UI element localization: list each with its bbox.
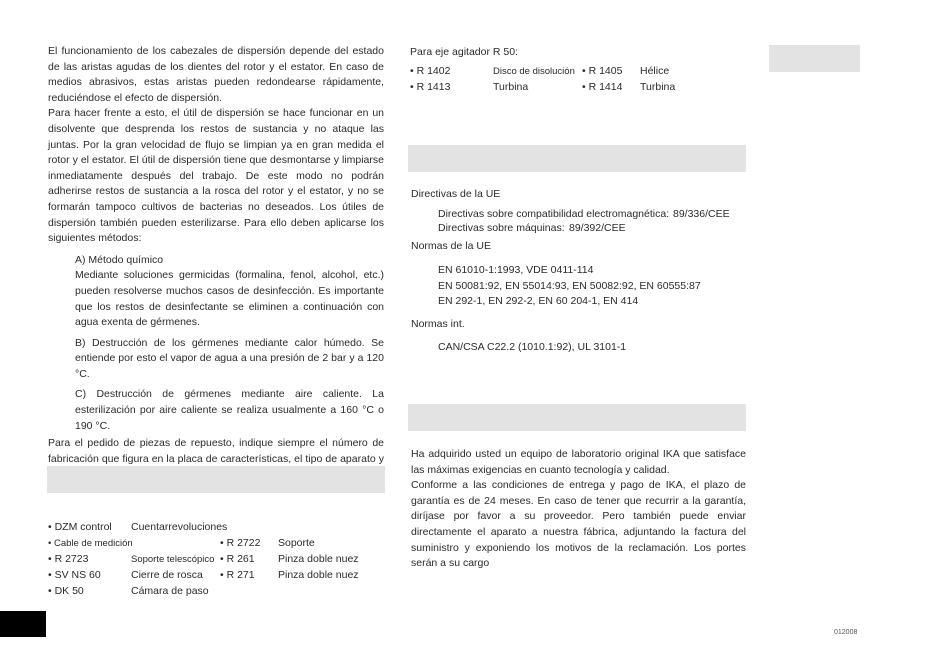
machines-value: 89/392/CEE	[569, 222, 626, 234]
stirrer-title: Para eje agitador R 50:	[410, 46, 518, 58]
accessory-name: Cierre de rosca	[131, 569, 203, 581]
warranty-paragraph-2: Conforme a las condiciones de entrega y pago de IKA, el plazo de garantía es de 24 meses. En caso de tener que recurrir a la garantía, diríjase por favor a su proveedor. Pero también puede enviar directamente el aparato a nuestra fábrica, adjuntando la factura del suministro y exponiendo los motivos de la reclamación. Los portes serán a su cargo	[411, 479, 746, 570]
int-norms-label: Normas int.	[411, 318, 465, 330]
emc-label: Directivas sobre compatibilidad electromagnética:	[438, 208, 670, 220]
eu-norms-label: Normas de la UE	[411, 240, 491, 252]
method-a	[48, 253, 384, 331]
emc-value: 89/336/CEE	[673, 208, 730, 220]
intro-paragraph-2: Para hacer frente a esto, el útil de dispersión se hace funcionar en un disolvente que desprenda los restos de sustancia y no ataque las juntas. Por la gran velocidad de flujo se limpian ya en gran medida el rotor y el estator. El útil de dispersión tiene que desmontarse y limpiarse inmediatamente después del trabajo. De este modo no podrán adherirse restos de sustancia a la rosca del rotor y el estator, y no se formarán tampoco cultivos de bacterias no deseados. Los útiles de dispersión también pueden esterilizarse. Para ello deben aplicarse los siguientes métodos:	[48, 107, 384, 245]
accessory-name: Soporte telescópico	[131, 554, 215, 565]
accessory-code: • SV NS 60	[48, 569, 101, 581]
stirrer-name-right: Turbina	[640, 81, 676, 93]
stirrer-name: Turbina	[493, 81, 529, 93]
int-norms-value: CAN/CSA C22.2 (1010.1:92), UL 3101-1	[438, 341, 627, 353]
method-a-text: Mediante soluciones germicidas (formalina, fenol, alcohol, etc.) pueden resolverse muchos casos de desinfección. Es importante que los restos de desinfectante se eliminen a continuación con agua exenta de gérmenes.	[75, 269, 384, 329]
page-tab	[0, 611, 46, 637]
stirrer-code-right: • R 1405	[582, 65, 623, 77]
stirrer-code: • R 1402	[410, 65, 451, 77]
stirrer-name-right: Hélice	[640, 65, 670, 77]
section-bar-accessories	[47, 466, 385, 493]
section-bar-conformity	[408, 145, 746, 172]
eu-norm-item: EN 61010-1:1993, VDE 0411-114	[438, 264, 594, 276]
accessory-code-right: • R 261	[220, 553, 255, 565]
accessory-name-right: Pinza doble nuez	[278, 569, 359, 581]
stirrer-code: • R 1413	[410, 81, 451, 93]
section-bar-warranty	[408, 404, 746, 431]
accessory-code: • DZM control	[48, 521, 112, 533]
footer-code: 012008	[834, 629, 858, 636]
accessory-code: • Cable de medición	[48, 538, 133, 549]
method-c	[48, 387, 384, 434]
stirrer-code-right: • R 1414	[582, 81, 623, 93]
accessory-name: Cámara de paso	[131, 585, 209, 597]
accessory-name: Cuentarrevoluciones	[131, 521, 228, 533]
method-a-title: A) Método químico	[75, 253, 164, 266]
method-c-text: C) Destrucción de gérmenes mediante aire caliente. La esterilización por aire caliente se realiza usualmente a 160 °C o 190 °C.	[75, 388, 384, 432]
section-bar-top-right	[769, 45, 860, 72]
accessory-name-right: Soporte	[278, 537, 315, 549]
accessory-code-right: • R 2722	[220, 537, 261, 549]
method-b	[48, 336, 384, 383]
stirrer-name: Disco de disolución	[493, 66, 575, 77]
accessory-code: • R 2723	[48, 553, 89, 565]
warranty-block	[411, 447, 746, 572]
accessory-code: • DK 50	[48, 585, 84, 597]
left-column	[48, 44, 384, 483]
warranty-paragraph-1: Ha adquirido usted un equipo de laboratorio original IKA que satisface las máximas exigencias en cuanto tecnología y calidad.	[411, 448, 746, 476]
intro-paragraph-1: El funcionamiento de los cabezales de dispersión depende del estado de las aristas agudas de los dientes del rotor y el estator. En caso de medios abrasivos, estas aristas pueden redondearse rápidamente, reduciéndose el efecto de dispersión.	[48, 45, 384, 104]
spare-parts-paragraph: Para el pedido de piezas de repuesto, indique siempre el número de fabricación que figura en la placa de características, el tipo de aparato y	[48, 437, 384, 465]
eu-norm-item: EN 50081:92, EN 55014:93, EN 50082:92, EN 60555:87	[438, 280, 701, 292]
machines-label: Directivas sobre máquinas:	[438, 222, 565, 234]
eu-norm-item: EN 292-1, EN 292-2, EN 60 204-1, EN 414	[438, 295, 639, 307]
accessory-name-right: Pinza doble nuez	[278, 553, 359, 565]
eu-directives-label: Directivas de la UE	[411, 188, 501, 200]
accessory-code-right: • R 271	[220, 569, 255, 581]
method-b-text: B) Destrucción de los gérmenes mediante calor húmedo. Se entiende por esto el vapor de agua a una presión de 2 bar y a 120 °C.	[75, 336, 384, 380]
